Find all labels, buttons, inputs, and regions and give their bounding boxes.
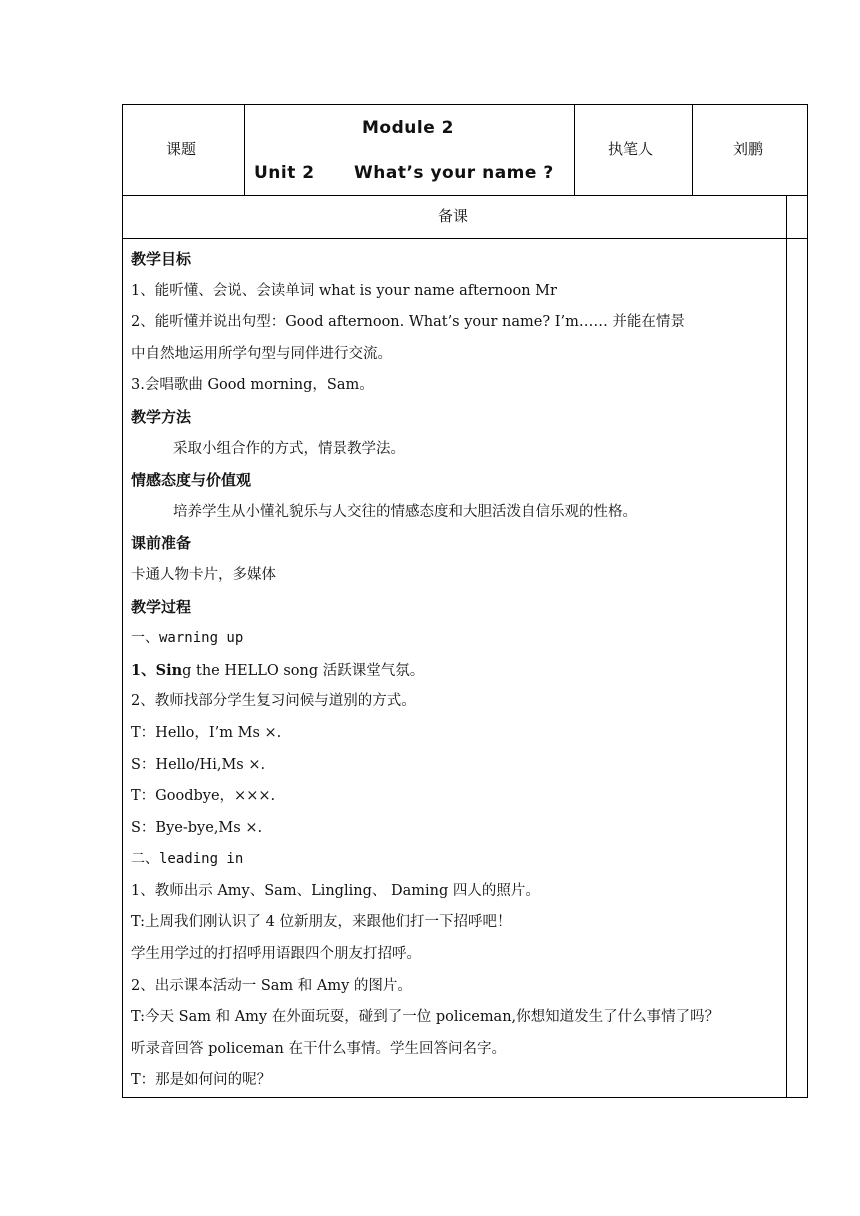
step2-student-line-1: 学生用学过的打招呼用语跟四个朋友打招呼。 bbox=[131, 946, 421, 963]
goal-item-3: 3.会唱歌曲 Good morning，Sam。 bbox=[131, 377, 374, 394]
unit-number: Unit 2 bbox=[254, 163, 315, 183]
goal-item-2-cont: 中自然地运用所学句型与同伴进行交流。 bbox=[131, 345, 392, 362]
header-divider-1 bbox=[244, 104, 245, 195]
step2-teacher-line-2: T:今天 Sam 和 Amy 在外面玩耍，碰到了一位 policeman,你想知道发生了什么事情了吗？ bbox=[131, 1009, 720, 1026]
author-name: 刘鹏 bbox=[733, 140, 764, 158]
method-text: 采取小组合作的方式，情景教学法。 bbox=[173, 440, 405, 457]
dialog-line-3: T：Goodbye，×××. bbox=[131, 788, 276, 805]
step2-listen-line: 听录音回答 policeman 在干什么事情。学生回答问名字。 bbox=[131, 1040, 506, 1057]
step1-item-1-bold: Sin bbox=[155, 661, 183, 679]
step2-teacher-line-1: T:上周我们刚认识了 4 位新朋友，来跟他们打一下招呼吧！ bbox=[131, 914, 512, 931]
header-divider-3 bbox=[692, 104, 693, 195]
right-column-divider bbox=[786, 195, 787, 1098]
step1-item-1-rest: g the HELLO song 活跃课堂气氛。 bbox=[182, 662, 425, 679]
goal-item-2: 2、能听懂并说出句型：Good afternoon. What’s your name? I’m…… 并能在情景 bbox=[131, 314, 685, 331]
step2-item-2: 2、出示课本活动一 Sam 和 Amy 的图片。 bbox=[131, 977, 412, 994]
step2-teacher-line-3: T：那是如何问的呢？ bbox=[131, 1072, 272, 1089]
lesson-content bbox=[131, 244, 781, 1097]
step1-item-1 bbox=[131, 655, 781, 687]
header-bottom-line bbox=[122, 195, 808, 196]
unit-title: What’s your name ? bbox=[354, 163, 554, 183]
section-label: 备课 bbox=[438, 207, 469, 225]
module-title: Module 2 bbox=[362, 118, 454, 138]
values-heading: 情感态度与价值观 bbox=[131, 471, 252, 490]
prep-text: 卡通人物卡片，多媒体 bbox=[131, 566, 276, 583]
dialog-line-4: S：Bye-bye,Ms ×. bbox=[131, 819, 263, 836]
values-text: 培养学生从小懂礼貌乐与人交往的情感态度和大胆活泼自信乐观的性格。 bbox=[173, 503, 637, 520]
step1-heading: 一、warning up bbox=[131, 630, 244, 647]
goal-item-1: 1、能听懂、会说、会读单词 what is your name afternoon Mr bbox=[131, 282, 557, 299]
process-heading: 教学过程 bbox=[131, 597, 192, 616]
goals-heading: 教学目标 bbox=[131, 250, 192, 268]
step2-item-1: 1、教师出示 Amy、Sam、Lingling、 Daming 四人的照片。 bbox=[131, 882, 540, 899]
section-bottom-line bbox=[122, 238, 808, 239]
step2-heading: 二、leading in bbox=[131, 851, 244, 868]
author-label: 执笔人 bbox=[608, 140, 654, 158]
method-heading: 教学方法 bbox=[131, 407, 192, 426]
dialog-line-2: S：Hello/Hi,Ms ×. bbox=[131, 756, 266, 773]
header-divider-2 bbox=[574, 104, 575, 195]
step1-item-2: 2、教师找部分学生复习问候与道别的方式。 bbox=[131, 693, 416, 710]
dialog-line-1: T：Hello，I’m Ms ×. bbox=[131, 724, 282, 741]
topic-label: 课题 bbox=[166, 140, 197, 158]
prep-heading: 课前准备 bbox=[131, 534, 192, 553]
step1-item-1-num: 1、 bbox=[131, 661, 156, 679]
